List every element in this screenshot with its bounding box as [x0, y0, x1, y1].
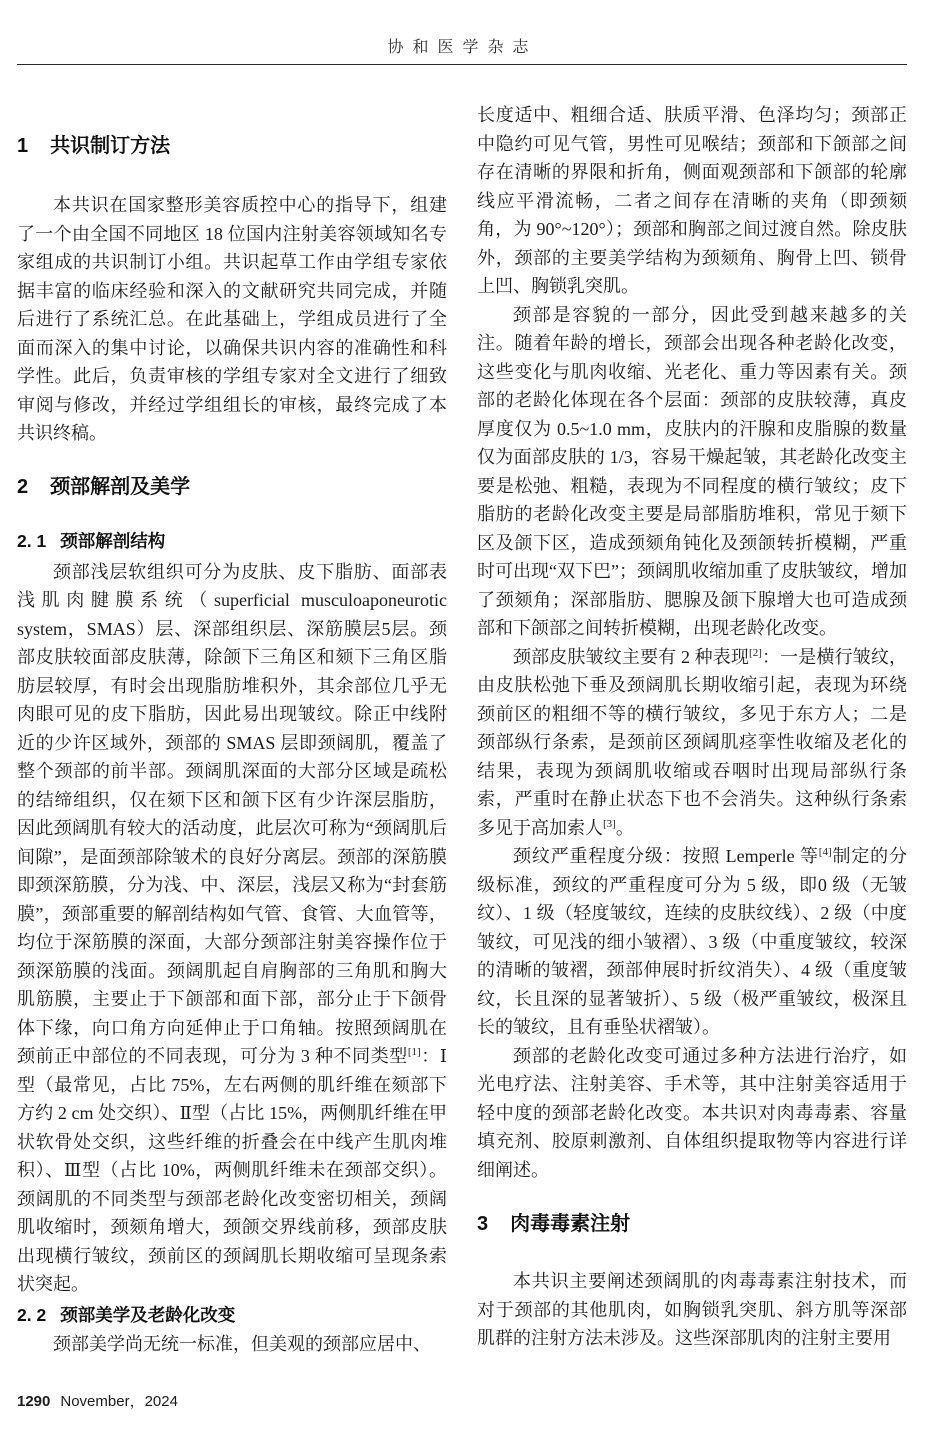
paragraph-wrinkle-grading: 颈纹严重程度分级：按照 Lemperle 等[4]制定的分级标准，颈纹的严重程度可分为 5 级，即0 级（无皱纹）、1 级（轻度皱纹，连续的皮肤纹线）、2 级（中度皱纹，可见浅的细小皱褶）、3 级（中重度皱纹，较深的清晰的皱褶，颈部伸展时折纹消失）、4 级（重度皱纹，长且深的显著皱折）、5 级（极严重皱纹，极深且长的皱纹，且有垂坠状褶皱）。 — [477, 846, 908, 1037]
section-1-heading — [17, 133, 447, 159]
section-3-title: 肉毒毒素注射 — [510, 1213, 631, 1235]
left-column — [17, 97, 447, 1358]
section-3-number: 3 — [477, 1213, 489, 1235]
page-footer — [17, 1390, 178, 1411]
section-3-heading — [477, 1211, 907, 1237]
paragraph-treatment-overview: 颈部的老龄化改变可通过多种方法进行治疗，如光电疗法、注射美容、手术等，其中注射美容适用于轻中度的颈部老龄化改变。本共识对肉毒毒素、容量填充剂、胶原刺激剂、自体组织提取物等内容进行详细阐述。 — [477, 1045, 907, 1180]
paragraph-neck-anatomy: 颈部浅层软组织可分为皮肤、皮下脂肪、面部表浅肌肉腱膜系统（superficial musculoaponeurotic system，SMAS）层、深部组织层、深筋膜层5层。颈部皮肤较面部皮肤薄，除颌下三角区和颏下三角区脂肪层较厚，有时会出现脂肪堆积外，其余部位几乎无肉眼可见的皮下脂肪，因此易出现皱纹。除正中线附近的少许区域外，颈部的 SMAS 层即颈阔肌，覆盖了整个颈部的前半部。颈阔肌深面的大部分区域是疏松的结缔组织，仅在颏下区和颌下区有少许深层脂肪，因此颈阔肌有较大的活动度，此层次可称为“颈阔肌后间隙”，是面颈部除皱术的良好分离层。颈部的深筋膜即颈深筋膜，分为浅、中、深层，浅层又称为“封套筋膜”，颈部重要的解剖结构如气管、食管、大血管等，均位于深筋膜的深面，大部分颈部注射美容操作位于颈深筋膜的浅面。颈阔肌起自肩胸部的三角肌和胸大肌筋膜，主要止于下颌部和面下部，部分止于下颌骨体下缘，向口角方向延伸止于口角轴。按照颈阔肌在颈前正中部位的不同表现，可分为 3 种不同类型[1]：Ⅰ型（最常见，占比 75%，左右两侧的肌纤维在颏部下方约 2 cm 处交织）、Ⅱ型（占比 15%，两侧肌纤维在甲状软骨处交织，这些纤维的折叠会在中线产生肌肉堆积）、Ⅲ型（占比 10%，两侧肌纤维未在颈部交织）。颈阔肌的不同类型与颈部老龄化改变密切相关，颈阔肌收缩时，颈颏角增大，颈颌交界线前移，颈部皮肤出现横行皱纹，颈前区的颈阔肌长期收缩可呈现条索状突起。 — [17, 561, 447, 1294]
paragraph-neck-aesthetics-start: 颈部美学尚无统一标准，但美观的颈部应居中、 — [53, 1333, 431, 1354]
page-number: 1290 — [17, 1393, 51, 1410]
section-1-number: 1 — [17, 135, 29, 157]
section-2-1-heading — [17, 528, 447, 554]
section-2-1-number: 2. 1 — [17, 530, 47, 551]
header-rule — [17, 64, 907, 65]
paragraph-neck-aesthetics-continued: 长度适中、粗细合适、肤质平滑、色泽均匀；颈部正中隐约可见气管，男性可见喉结；颈部和下颌部之间存在清晰的界限和折角，侧面观颈部和下颌部的轮廓线应平滑流畅，二者之间存在清晰的夹角（即颈颏角，为 90°~120°）；颈部和胸部之间过渡自然。除皮肤外，颈部的主要美学结构为颈颏角、胸骨上凹、锁骨上凹、胸锁乳突肌。 — [477, 105, 907, 296]
issue-date: November，2024 — [60, 1393, 178, 1410]
section-2-2-heading — [17, 1302, 447, 1328]
section-2-2-title: 颈部美学及老龄化改变 — [60, 1304, 236, 1325]
section-2-title: 颈部解剖及美学 — [50, 475, 191, 498]
section-2-number: 2 — [17, 475, 29, 498]
paragraph-consensus-method: 本共识在国家整形美容质控中心的指导下，组建了一个由全国不同地区 18 位国内注射美容领域知名专家组成的共识制订小组。共识起草工作由学组专家依据丰富的临床经验和深入的文献研究共同完成，并随后进行了系统汇总。在此基础上，学组成员进行了全面而深入的集中讨论，以确保共识内容的准确性和科学性。此后，负责审核的学组专家对全文进行了细致审阅与修改，并经过学组组长的审核，最终完成了本共识终稿。 — [17, 195, 447, 443]
section-2-heading — [17, 474, 447, 500]
section-2-2-number: 2. 2 — [17, 1304, 47, 1325]
section-2-1-title: 颈部解剖结构 — [60, 530, 166, 551]
paragraph-botulinum-intro: 本共识主要阐述颈阔肌的肉毒毒素注射技术，而对于颈部的其他肌肉，如胸锁乳突肌、斜方肌等深部肌群的注射方法未涉及。这些深部肌肉的注射主要用 — [477, 1271, 907, 1348]
journal-title: 协和医学杂志 — [387, 39, 538, 56]
paragraph-wrinkle-types: 颈部皮肤皱纹主要有 2 种表现[2]：一是横行皱纹，由皮肤松弛下垂及颈阔肌长期收缩引起，表现为环绕颈前区的粗细不等的横行皱纹，多见于东方人；二是颈部纵行条索，是颈前区颈阔肌痉挛性收缩及老化的结果，表现为颈阔肌收缩或吞咽时出现局部纵行条索，严重时在静止状态下也不会消失。这种纵行条索多见于高加索人[3]。 — [477, 646, 908, 838]
paragraph-aging-changes: 颈部是容貌的一部分，因此受到越来越多的关注。随着年龄的增长，颈部会出现各种老龄化改变，这些变化与肌肉收缩、光老化、重力等因素有关。颈部的老龄化体现在各个层面：颈部的皮肤较薄，真皮厚度仅为 0.5~1.0 mm，皮肤内的汗腺和皮脂腺的数量仅为面部皮肤的 1/3，容易干燥起皱，其老龄化改变主要是松弛、粗糙，表现为不同程度的横行皱纹；皮下脂肪的老龄化改变主要是局部脂肪堆积，常见于颏下区及颌下区，造成颈颏角钝化及颈颌转折模糊，严重时可出现“双下巴”；颈阔肌收缩加重了皮肤皱纹，增加了颈颏角；深部脂肪、腮腺及颌下腺增大也可造成颈部和下颌部之间转折模糊，出现老龄化改变。 — [477, 304, 907, 638]
section-1-title: 共识制订方法 — [50, 135, 171, 157]
right-column — [477, 97, 907, 1353]
